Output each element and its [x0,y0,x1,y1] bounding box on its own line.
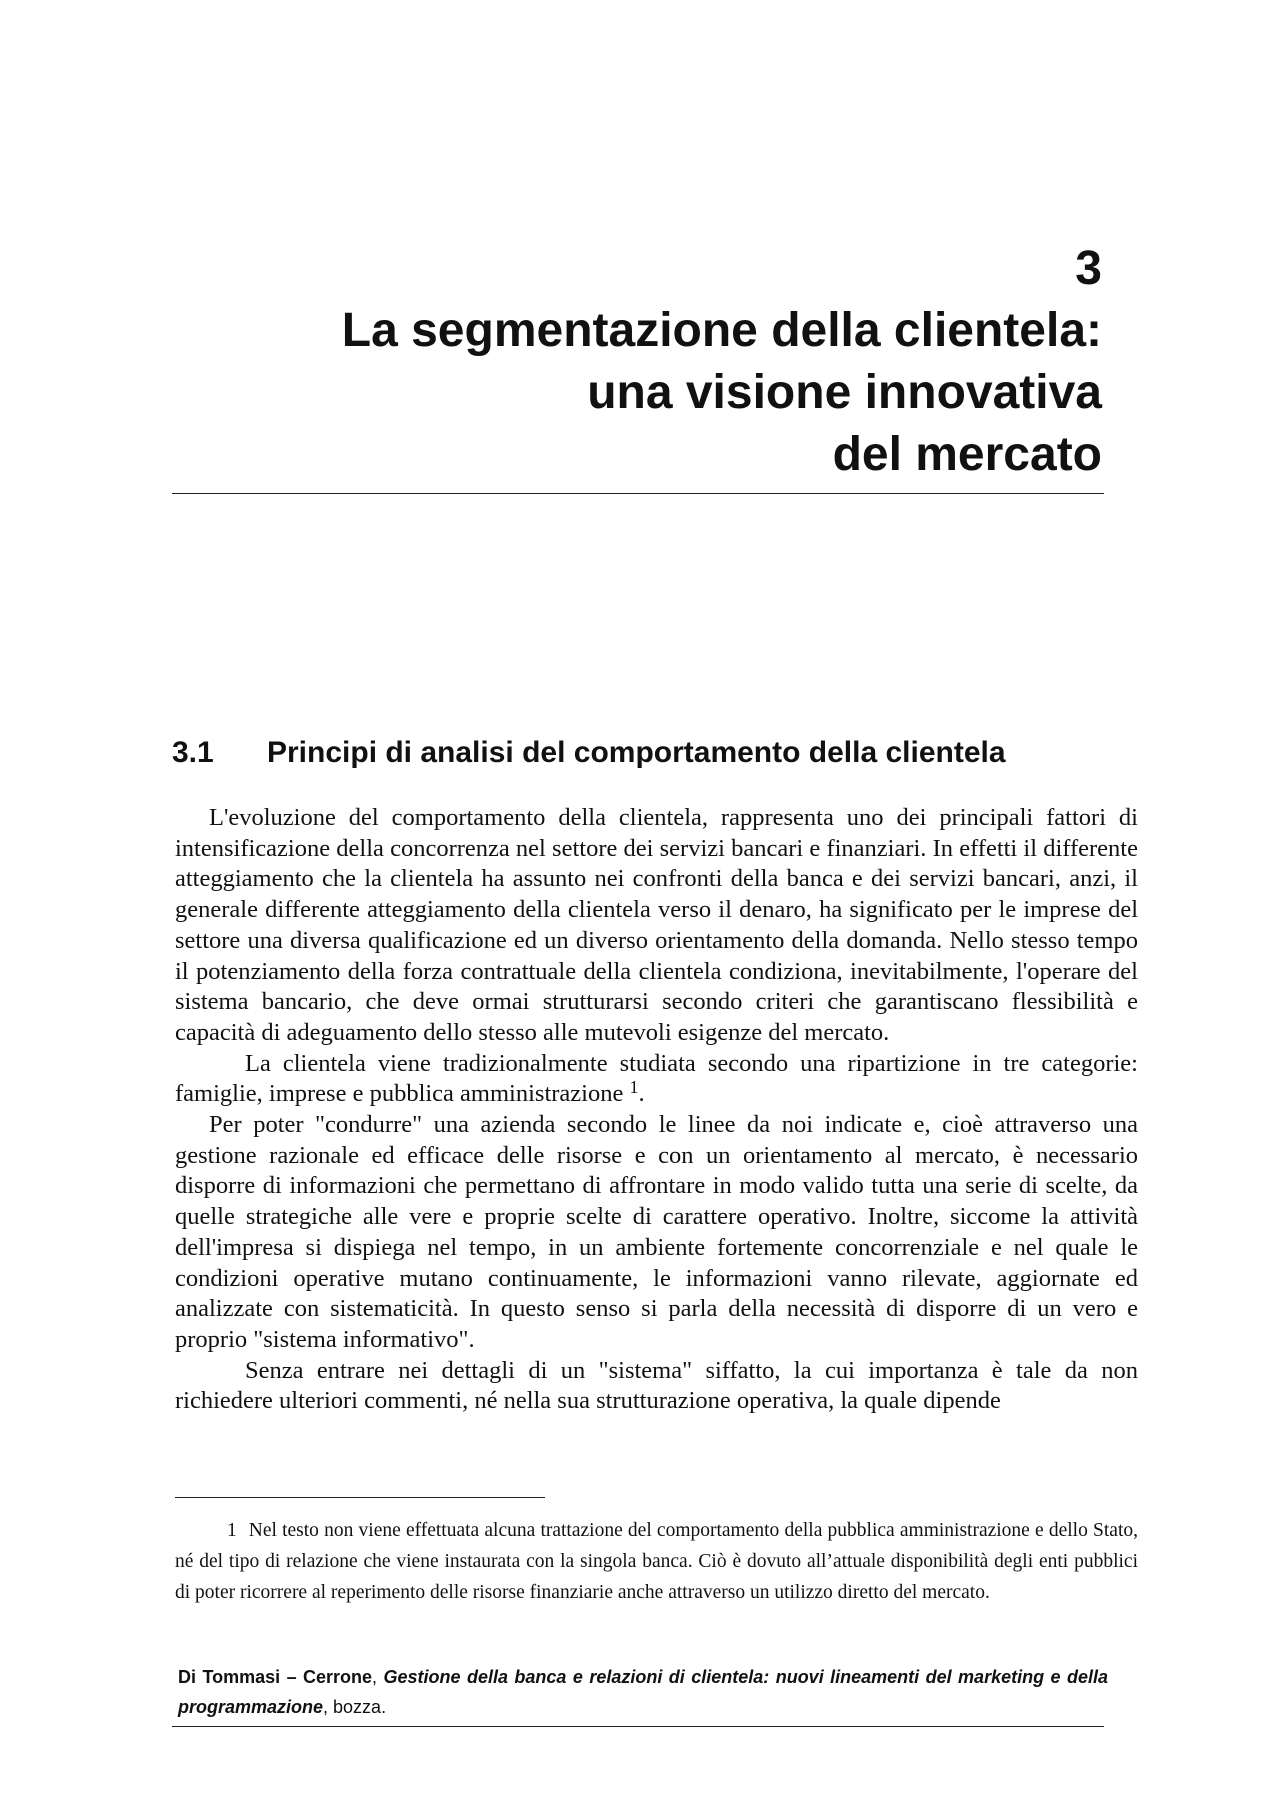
citation [178,1662,1108,1722]
chapter-title-line-3: del mercato [832,428,1102,481]
footnote-number: 1 [227,1520,237,1541]
citation-suffix: , bozza. [323,1697,387,1717]
section-heading [172,734,1132,772]
paragraph-2-end: . [638,1080,645,1108]
paragraph-3: Per poter "condurre" una azienda secondo le linee da noi indicate e, cioè attraverso una gestione razionale ed efficace delle risorse e con un orientamento al mercato, è necessario disporre di informazioni che permettano di affrontare in modo valido tutta una serie di scelte, da quelle strategiche alle vere e proprie scelte di carattere operativo. Inoltre, siccome la attività dell'impresa si dispiega nel tempo, in un ambiente fortemente concorrenziale e nel quale le condizioni operative mutano continuamente, le informazioni vanno rilevate, aggiornate ed analizzate con sistematicità. In questo senso si parla della necessità di disporre di un vero e proprio "sistema informativo". [175,1111,1138,1353]
body-text [175,803,1138,1417]
chapter-number: 3 [1075,242,1102,295]
paragraph-2-text: La clientela viene tradizionalmente studiata secondo una ripartizione in tre categorie: famiglie, imprese e pubblica amministrazione [175,1049,1138,1108]
chapter-heading [172,238,1102,486]
citation-separator: , [372,1667,384,1687]
chapter-divider [172,493,1104,494]
footnote-reference[interactable]: 1 [629,1077,639,1098]
paragraph-1: L'evoluzione del comportamento della clientela, rappresenta uno dei principali fattori di intensificazione della concorrenza nel settore dei servizi bancari e finanziari. In effetti il differente atteggiamento che la clientela ha assunto nei confronti della banca e dei servizi bancari, anzi, il generale differente atteggiamento della clientela verso il denaro, ha significato per le imprese del settore una diversa qualificazione ed un diverso orientamento della domanda. Nello stesso tempo il potenziamento della forza contrattuale della clientela condiziona, inevitabilmente, l'operare del sistema bancario, che deve ormai strutturarsi secondo criteri che garantiscano flessibilità e capacità di adeguamento dello stesso alle mutevoli esigenze del mercato. [175,804,1138,1046]
footnote [175,1515,1138,1608]
citation-divider [172,1726,1104,1727]
chapter-title-line-2: una visione innovativa [587,366,1102,419]
paragraph-2 [175,1049,1138,1110]
paragraph-4: Senza entrare nei dettagli di un "sistema" siffatto, la cui importanza è tale da non richiedere ulteriori commenti, né nella sua strutturazione operativa, la quale dipende [175,1356,1138,1415]
chapter-title-line-1: La segmentazione della clientela: [341,304,1102,357]
citation-authors: Di Tommasi – Cerrone [178,1667,373,1687]
citation-title: Gestione della banca e relazioni di clientela: nuovi lineamenti del marketing e della programmazione [178,1667,1108,1717]
footnote-text: Nel testo non viene effettuata alcuna trattazione del comportamento della pubblica amministrazione e dello Stato, né del tipo di relazione che viene instaurata con la singola banca. Ciò è dovuto all’attuale disponibilità degli enti pubblici di poter ricorrere al reperimento delle risorse finanziarie anche attraverso un utilizzo diretto del mercato. [175,1520,1138,1603]
section-number: 3.1 [172,736,214,769]
section-title: Principi di analisi del comportamento della clientela [267,736,1006,769]
footnote-divider [175,1497,545,1498]
